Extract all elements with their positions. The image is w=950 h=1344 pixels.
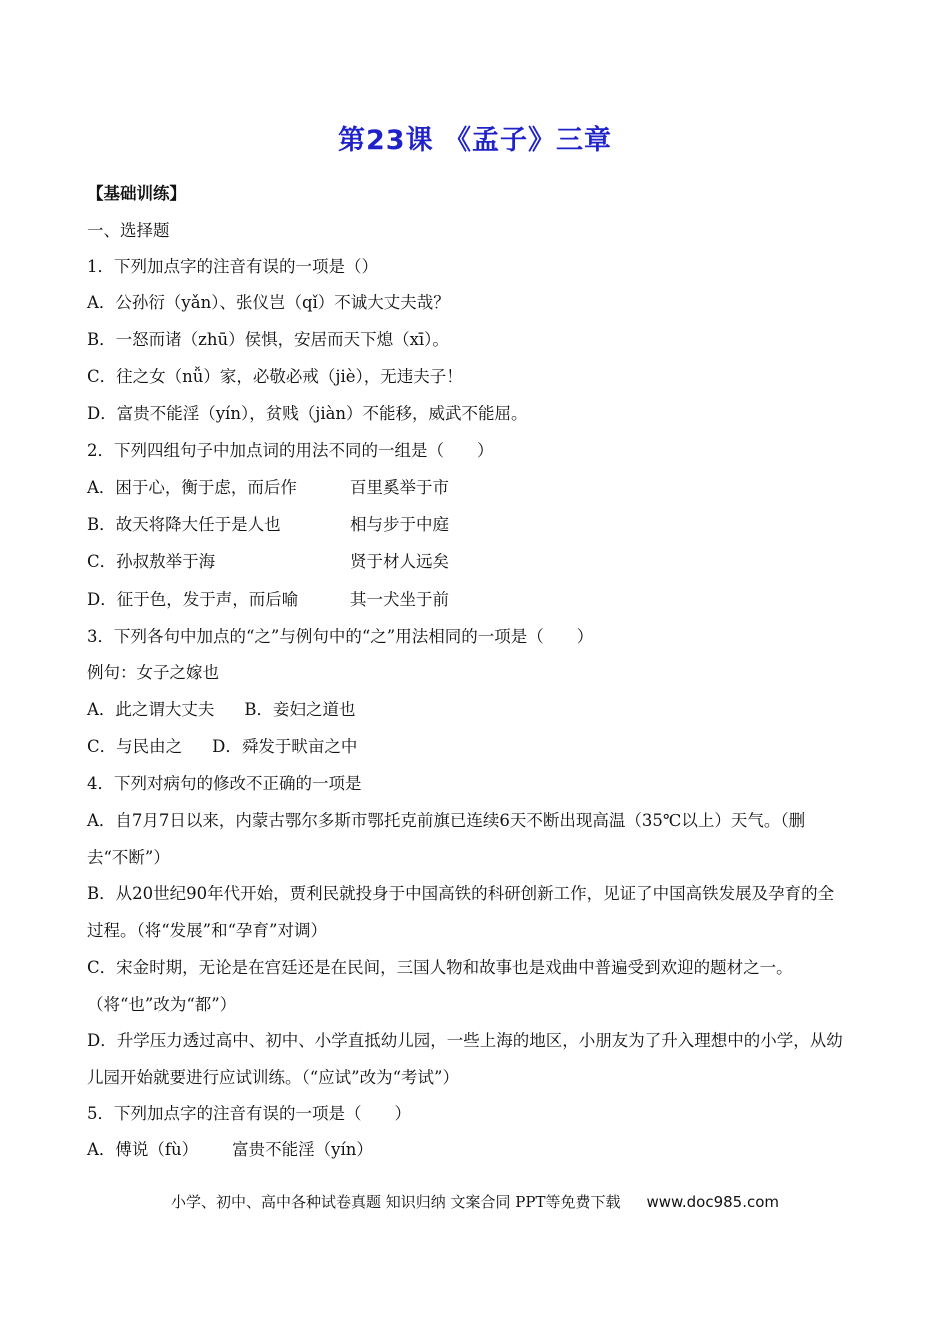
q4-option-d-line1: D．升学压力透过高中、初中、小学直抵幼儿园，一些上海的地区，小朋友为了升入理想中的小学，从幼: [87, 1031, 843, 1050]
q2-option-b: [87, 514, 687, 536]
footer-text: 小学、初中、高中各种试卷真题 知识归纳 文案合同 PPT等免费下载: [170, 1193, 621, 1211]
q3-example: 例句：女子之嫁也: [87, 663, 219, 682]
q2-option-c: [87, 551, 687, 573]
q4-option-a-line1: A．自7月7日以来，内蒙古鄂尔多斯市鄂托克前旗已连续6天不断出现高温（35℃以上）天气。（删: [87, 811, 806, 830]
q2-option-b-right: 相与步于中庭: [350, 515, 449, 534]
footer-site-link[interactable]: www.doc985.com: [646, 1193, 780, 1211]
q2-option-d-left: D．征于色，发于声，而后喻: [87, 590, 299, 609]
q2-option-d: [87, 589, 687, 611]
question-5: 5．下列加点字的注音有误的一项是（ ）: [87, 1104, 411, 1123]
question-3: 3．下列各句中加点的“之”与例句中的“之”用法相同的一项是（ ）: [87, 627, 594, 646]
page-title: 第23课 《孟子》三章: [338, 125, 612, 156]
question-1: 1．下列加点字的注音有误的一项是（）: [87, 257, 378, 276]
q2-option-a: [87, 477, 687, 499]
q1-option-a: A．公孙衍（yǎn）、张仪岂（qǐ）不诚大丈夫哉？: [87, 293, 450, 312]
q4-option-b-line2: 过程。（将“发展”和“孕育”对调）: [87, 921, 327, 940]
q2-option-b-left: B．故天将降大任于是人也: [87, 515, 281, 534]
q1-option-d: D．富贵不能淫（yín），贫贱（jiàn）不能移，威武不能屈。: [87, 404, 528, 423]
q4-option-d-line2: 儿园开始就要进行应试训练。（“应试”改为“考试”）: [87, 1068, 459, 1087]
q3-option-b: B．妾妇之道也: [244, 700, 356, 719]
q2-option-a-right: 百里奚举于市: [350, 478, 449, 497]
q4-option-c-line1: C．宋金时期，无论是在宫廷还是在民间，三国人物和故事也是戏曲中普遍受到欢迎的题材之一。: [87, 958, 793, 977]
question-4: 4．下列对病句的修改不正确的一项是: [87, 774, 362, 793]
q5-option-a-right: 富贵不能淫（yín）: [232, 1140, 373, 1159]
q5-option-a: [87, 1139, 373, 1161]
q1-option-c: C．往之女（nǚ）家，必敬必戒（jiè），无违夫子！: [87, 367, 463, 386]
q3-option-d: D．舜发于畎亩之中: [212, 737, 358, 756]
q3-options-cd: [87, 736, 357, 758]
q2-option-d-right: 其一犬坐于前: [350, 590, 449, 609]
part-heading: 一、选择题: [87, 221, 170, 240]
q4-option-b-line1: B．从20世纪90年代开始，贾利民就投身于中国高铁的科研创新工作，见证了中国高铁发展及孕育的全: [87, 884, 835, 903]
page-footer: [0, 1191, 950, 1212]
q2-option-a-left: A．困于心，衡于虑，而后作: [87, 478, 297, 497]
q3-options-ab: [87, 699, 356, 721]
q5-option-a-left: A．傅说（fù）: [87, 1140, 199, 1159]
q2-option-c-right: 贤于材人远矣: [350, 552, 449, 571]
question-2: 2．下列四组句子中加点词的用法不同的一组是（ ）: [87, 441, 494, 460]
section-heading: 【基础训练】: [87, 184, 186, 203]
q4-option-c-line2: （将“也”改为“都”）: [87, 995, 237, 1014]
q3-option-a: A．此之谓大丈夫: [87, 700, 215, 719]
q2-option-c-left: C．孙叔敖举于海: [87, 552, 216, 571]
q3-option-c: C．与民由之: [87, 737, 183, 756]
q4-option-a-line2: 去“不断”）: [87, 848, 170, 867]
q1-option-b: B．一怒而诸（zhū）侯惧，安居而天下熄（xī）。: [87, 330, 449, 349]
